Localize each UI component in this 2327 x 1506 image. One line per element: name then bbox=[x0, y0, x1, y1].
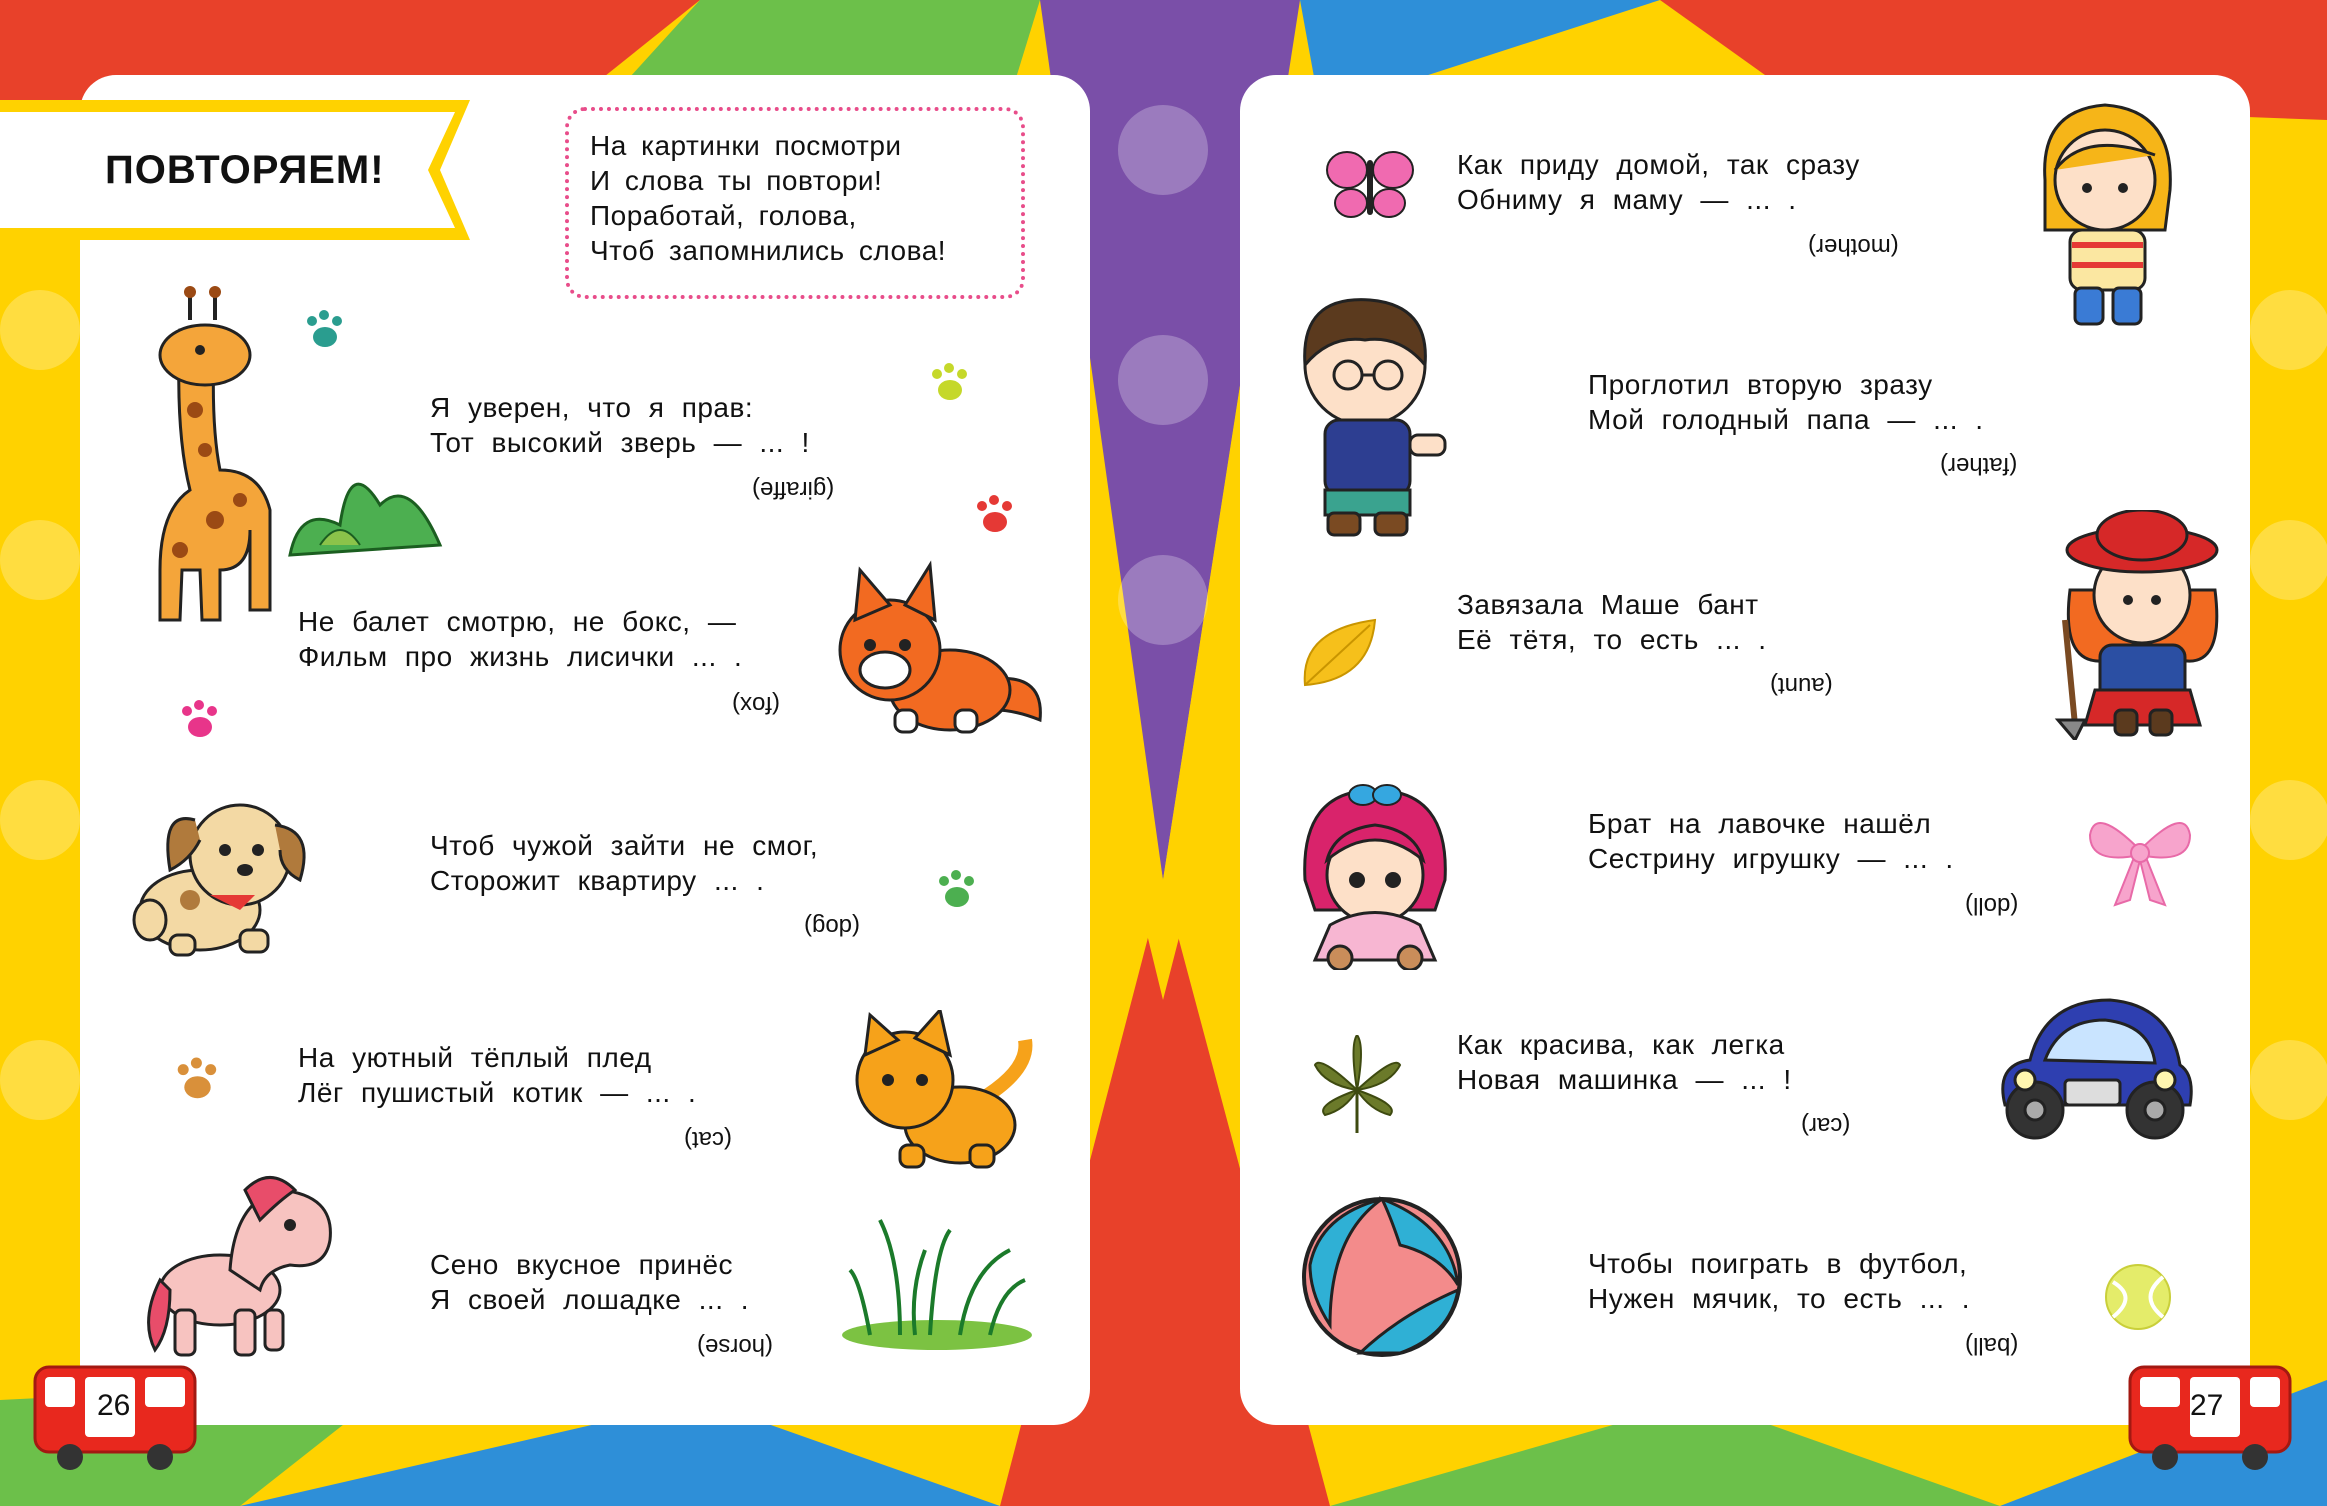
intro-line: Поработай, голова, bbox=[590, 200, 857, 231]
rhyme-line: Завязала Маше бант bbox=[1457, 589, 1759, 620]
rhyme-line: Нужен мячик, то есть ... . bbox=[1588, 1283, 1971, 1314]
rhyme-dog bbox=[430, 828, 818, 898]
answer-horse: (horse) bbox=[697, 1333, 774, 1360]
rhyme-line: Фильм про жизнь лисички ... . bbox=[298, 641, 743, 672]
horse-picture bbox=[140, 1160, 335, 1360]
paw-print-icon bbox=[175, 695, 225, 745]
rhyme-line: Мой голодный папа — ... . bbox=[1588, 404, 1984, 435]
car-picture bbox=[1990, 985, 2195, 1145]
rhyme-cat bbox=[298, 1040, 696, 1110]
rhyme-line: Не балет смотрю, не бокс, — bbox=[298, 606, 737, 637]
paw-print-icon bbox=[925, 358, 975, 408]
rhyme-line: Тот высокий зверь — ... ! bbox=[430, 427, 810, 458]
boy-picture bbox=[1280, 295, 1450, 540]
rhyme-line: Чтоб чужой зайти не смог, bbox=[430, 830, 819, 861]
rhyme-line: Я уверен, что я прав: bbox=[430, 392, 754, 423]
bow-icon bbox=[2085, 805, 2195, 910]
rhyme-giraffe bbox=[430, 390, 810, 460]
answer-cat: (cat) bbox=[684, 1126, 732, 1153]
answer-doll: (doll) bbox=[1965, 892, 2019, 919]
giraffe-picture bbox=[120, 270, 280, 630]
tennis-ball-icon bbox=[2103, 1262, 2173, 1332]
rhyme-ball bbox=[1588, 1246, 1970, 1316]
answer-ball: (ball) bbox=[1965, 1332, 2019, 1359]
rhyme-line: Как приду домой, так сразу bbox=[1457, 149, 1860, 180]
rhyme-mother bbox=[1457, 147, 1860, 217]
answer-fox: (fox) bbox=[732, 691, 780, 718]
rhyme-line: Сестрину игрушку — ... . bbox=[1588, 843, 1954, 874]
paw-print-icon bbox=[300, 305, 350, 355]
rhyme-line: Чтобы поиграть в футбол, bbox=[1588, 1248, 1968, 1279]
paw-print-icon bbox=[170, 1052, 225, 1107]
rhyme-fox bbox=[298, 604, 742, 674]
rhyme-car bbox=[1457, 1027, 1792, 1097]
grass-picture bbox=[840, 1210, 1035, 1350]
rhyme-line: Лёг пушистый котик — ... . bbox=[298, 1077, 697, 1108]
rhyme-line: Обниму я маму — ... . bbox=[1457, 184, 1797, 215]
girl-picture bbox=[2025, 100, 2185, 330]
rhyme-line: На уютный тёплый плед bbox=[298, 1042, 652, 1073]
intro-line: И слова ты повтори! bbox=[590, 165, 883, 196]
rhyme-line: Сторожит квартиру ... . bbox=[430, 865, 765, 896]
intro-line: На картинки посмотри bbox=[590, 130, 902, 161]
doll-picture bbox=[1295, 780, 1455, 970]
answer-dog: (dog) bbox=[804, 913, 861, 940]
bush-picture bbox=[280, 445, 450, 560]
answer-aunt: (aunt) bbox=[1770, 672, 1833, 699]
girl-with-hat-picture bbox=[2050, 510, 2235, 740]
paw-print-icon bbox=[970, 490, 1020, 540]
intro-line: Чтоб запомнились слова! bbox=[590, 235, 947, 266]
answer-mother: (mother) bbox=[1808, 233, 1899, 260]
fox-picture bbox=[835, 560, 1050, 740]
rhyme-line: Проглотил вторую зразу bbox=[1588, 369, 1933, 400]
rhyme-line: Я своей лошадке ... . bbox=[430, 1284, 750, 1315]
answer-father: (father) bbox=[1940, 452, 2018, 479]
rhyme-line: Сено вкусное принёс bbox=[430, 1249, 734, 1280]
page-number-right: 27 bbox=[2190, 1389, 2224, 1422]
rhyme-line: Брат на лавочке нашёл bbox=[1588, 808, 1932, 839]
page-title: ПОВТОРЯЕМ! bbox=[105, 148, 385, 192]
rhyme-aunt bbox=[1457, 587, 1767, 657]
answer-giraffe: (giraffe) bbox=[752, 476, 835, 503]
cat-picture bbox=[850, 1010, 1035, 1175]
dog-picture bbox=[130, 790, 315, 960]
paw-print-icon bbox=[932, 865, 982, 915]
rhyme-horse bbox=[430, 1247, 749, 1317]
rhyme-line: Как красива, как легка bbox=[1457, 1029, 1785, 1060]
rhyme-father bbox=[1588, 367, 1984, 437]
leaf-icon bbox=[1300, 615, 1380, 690]
rhyme-line: Её тётя, то есть ... . bbox=[1457, 624, 1767, 655]
answer-car: (car) bbox=[1801, 1112, 1851, 1139]
rhyme-line: Новая машинка — ... ! bbox=[1457, 1064, 1792, 1095]
rhyme-doll bbox=[1588, 806, 1954, 876]
butterfly-picture bbox=[1325, 145, 1415, 225]
ball-picture bbox=[1300, 1195, 1465, 1360]
chestnut-leaf-icon bbox=[1310, 1035, 1405, 1135]
page-number-left: 26 bbox=[97, 1389, 131, 1422]
